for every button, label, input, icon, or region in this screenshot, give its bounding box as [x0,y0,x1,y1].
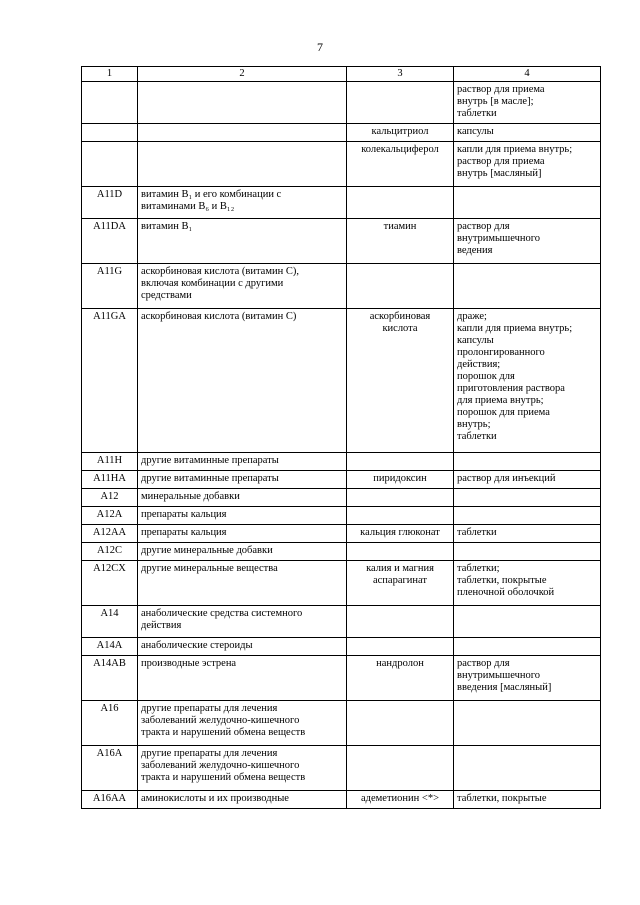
dosage-form-cell: раствор для внутримышечного ведения [454,219,601,264]
atc-code-cell: A16AA [82,791,138,809]
table-row [82,187,601,219]
dosage-form-cell: раствор для внутримышечного введения [масляный] [454,656,601,701]
table-row [82,471,601,489]
group-name-cell: препараты кальция [138,525,347,543]
table-row [82,561,601,606]
inn-cell [347,507,454,525]
dosage-form-cell [454,187,601,219]
column-header: 1 [82,67,138,82]
atc-code-cell: A11D [82,187,138,219]
dosage-form-cell [454,489,601,507]
inn-cell: аскорбиновая кислота [347,309,454,453]
group-name-cell: другие витаминные препараты [138,471,347,489]
atc-code-cell: A12A [82,507,138,525]
group-name-cell: витамин B₁ и его комбинации с витаминами B₆ и B₁₂ [138,187,347,219]
inn-cell: пиридоксин [347,471,454,489]
inn-cell [347,187,454,219]
group-name-cell: аминокислоты и их производные [138,791,347,809]
table-row [82,219,601,264]
atc-code-cell: A14 [82,606,138,638]
inn-cell: кальцитриол [347,124,454,142]
inn-cell [347,543,454,561]
dosage-form-cell: таблетки; таблетки, покрытые пленочной оболочкой [454,561,601,606]
group-name-cell: другие препараты для лечения заболеваний желудочно-кишечного тракта и нарушений обмена веществ [138,746,347,791]
atc-code-cell: A11GA [82,309,138,453]
table-row [82,264,601,309]
dosage-form-cell: раствор для приема внутрь [в масле]; таблетки [454,82,601,124]
table-row [82,606,601,638]
group-name-cell [138,82,347,124]
table-row [82,746,601,791]
atc-code-cell: A16A [82,746,138,791]
dosage-form-cell [454,701,601,746]
atc-code-cell: A11DA [82,219,138,264]
dosage-form-cell [454,638,601,656]
inn-cell: калия и магния аспарагинат [347,561,454,606]
atc-code-cell [82,142,138,187]
inn-cell: нандролон [347,656,454,701]
atc-code-cell: A12C [82,543,138,561]
atc-code-cell: A14AB [82,656,138,701]
inn-cell [347,489,454,507]
group-name-cell: аскорбиновая кислота (витамин С), включая комбинации с другими средствами [138,264,347,309]
dosage-form-cell [454,543,601,561]
inn-cell: кальция глюконат [347,525,454,543]
drug-table [81,66,601,809]
dosage-form-cell: таблетки [454,525,601,543]
header-row [82,67,601,82]
table-row [82,656,601,701]
group-name-cell [138,124,347,142]
table-row [82,507,601,525]
inn-cell: тиамин [347,219,454,264]
inn-cell [347,638,454,656]
group-name-cell: другие минеральные вещества [138,561,347,606]
table-row [82,543,601,561]
dosage-form-cell: капсулы [454,124,601,142]
group-name-cell: анаболические средства системного действия [138,606,347,638]
column-header: 4 [454,67,601,82]
atc-code-cell: A11H [82,453,138,471]
dosage-form-cell [454,606,601,638]
dosage-form-cell: драже; капли для приема внутрь; капсулы пролонгированного действия; порошок для приготовления раствора для приема внутрь; порошок для приема внутрь; таблетки [454,309,601,453]
dosage-form-cell: таблетки, покрытые [454,791,601,809]
dosage-form-cell [454,507,601,525]
atc-code-cell: A11G [82,264,138,309]
page-number: 7 [317,40,323,54]
group-name-cell: препараты кальция [138,507,347,525]
table-row [82,142,601,187]
inn-cell [347,82,454,124]
group-name-cell: другие минеральные добавки [138,543,347,561]
atc-code-cell [82,82,138,124]
group-name-cell: другие витаминные препараты [138,453,347,471]
inn-cell: колекальциферол [347,142,454,187]
inn-cell [347,606,454,638]
atc-code-cell [82,124,138,142]
table-row [82,124,601,142]
group-name-cell: анаболические стероиды [138,638,347,656]
atc-code-cell: A14A [82,638,138,656]
table-row [82,489,601,507]
column-header: 2 [138,67,347,82]
inn-cell [347,701,454,746]
column-header: 3 [347,67,454,82]
inn-cell: адеметионин <*> [347,791,454,809]
table-row [82,82,601,124]
dosage-form-cell [454,264,601,309]
dosage-form-cell [454,453,601,471]
group-name-cell [138,142,347,187]
dosage-form-cell: раствор для инъекций [454,471,601,489]
table-row [82,791,601,809]
group-name-cell: производные эстрена [138,656,347,701]
atc-code-cell: A16 [82,701,138,746]
table-row [82,701,601,746]
dosage-form-cell [454,746,601,791]
group-name-cell: минеральные добавки [138,489,347,507]
table-row [82,525,601,543]
dosage-form-cell: капли для приема внутрь; раствор для приема внутрь [масляный] [454,142,601,187]
table-row [82,638,601,656]
atc-code-cell: A12 [82,489,138,507]
atc-code-cell: A11HA [82,471,138,489]
atc-code-cell: A12AA [82,525,138,543]
inn-cell [347,453,454,471]
group-name-cell: аскорбиновая кислота (витамин С) [138,309,347,453]
inn-cell [347,746,454,791]
atc-code-cell: A12CX [82,561,138,606]
group-name-cell: другие препараты для лечения заболеваний желудочно-кишечного тракта и нарушений обмена веществ [138,701,347,746]
table-row [82,309,601,453]
group-name-cell: витамин B₁ [138,219,347,264]
inn-cell [347,264,454,309]
table-row [82,453,601,471]
